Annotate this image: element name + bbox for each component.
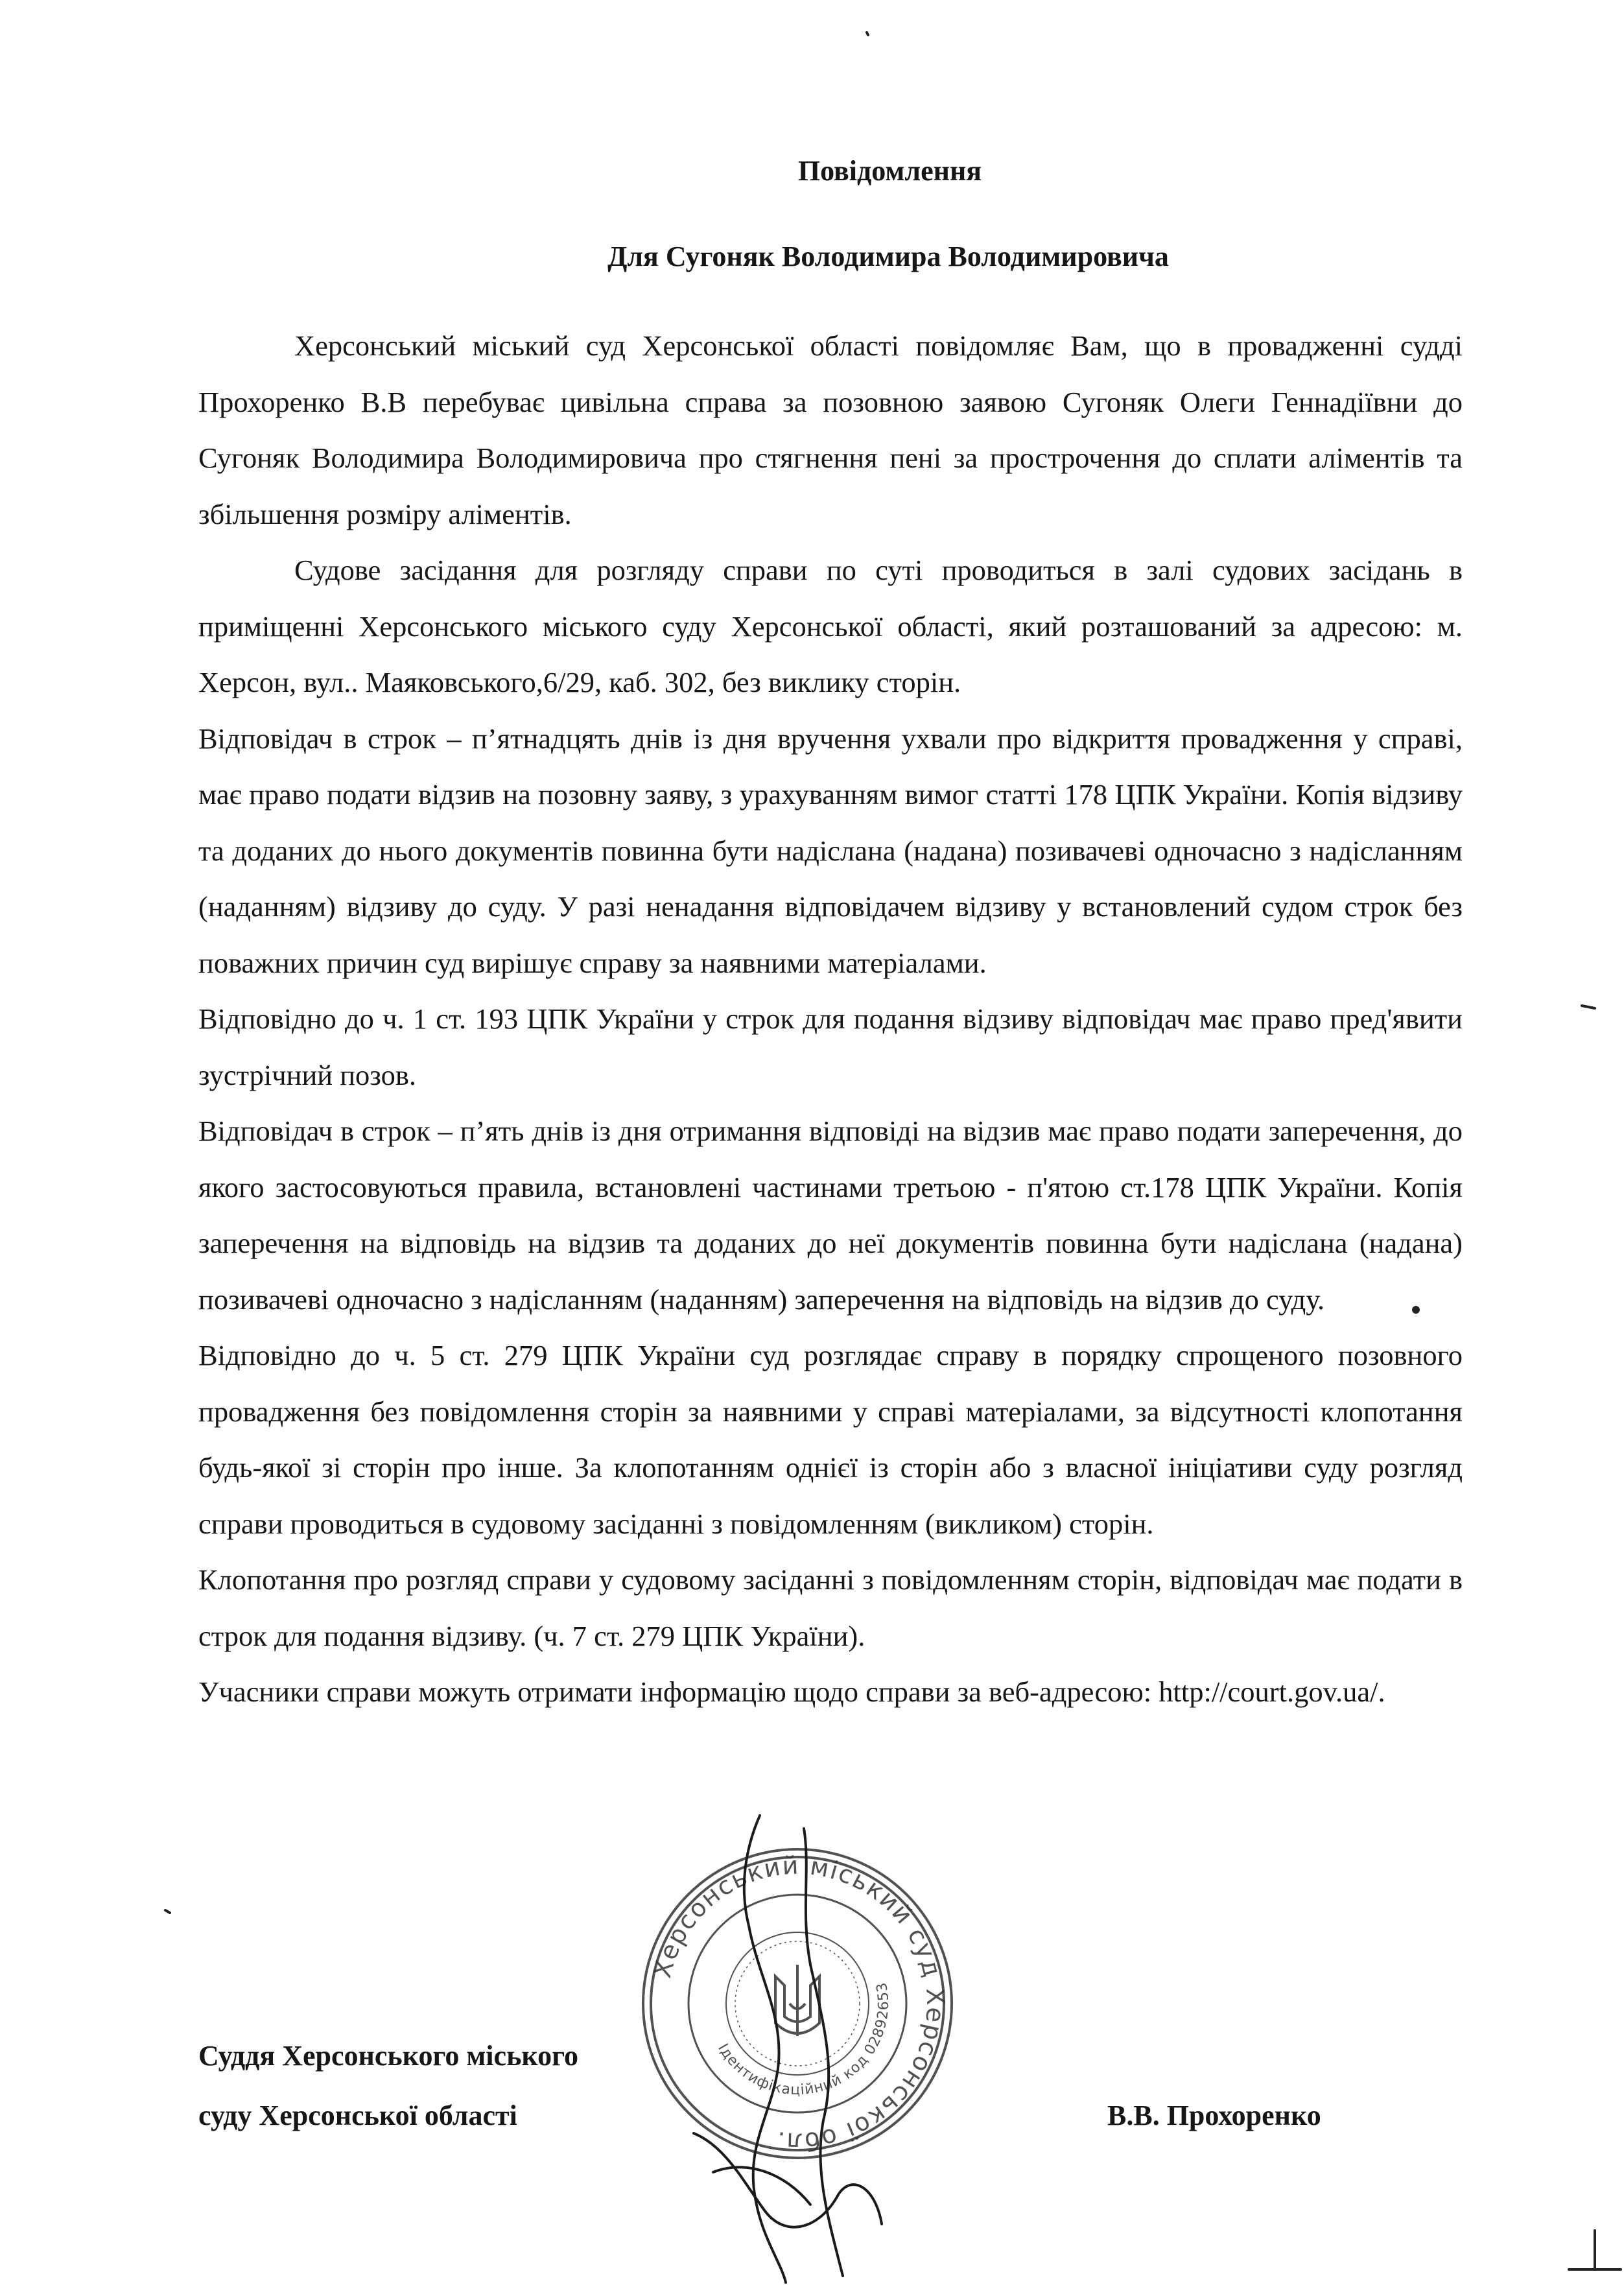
svg-text:Ідентифікаційний код 02892653 xyxy=(714,1981,892,2099)
svg-text:Херсонський міський суд Херсон xyxy=(648,1851,950,2157)
signatory-position xyxy=(198,2026,578,2146)
notice-body xyxy=(198,318,1463,1720)
court-seal-icon xyxy=(616,1809,979,2285)
paragraph-case-info: Херсонський міський суд Херсонської області повідомляє Вам, що в провадженні судді Прохоренко В.В перебуває цивільна справа за позовною заявою Сугоняк Олеги Геннадіївни до Сугоняк Володимира Володимировича про стягнення пені за прострочення до сплати аліментів та збільшення розміру аліментів. xyxy=(198,329,1463,530)
paragraph-web-info: Учасники справи можуть отримати інформацію щодо справи за веб-адресою: http://court.gov.ua/. xyxy=(198,1675,1385,1708)
seal-inner-text: Ідентифікаційний код 02892653 xyxy=(714,1980,893,2099)
document-title: Повідомлення xyxy=(797,155,982,187)
paragraph-objection: Відповідач в строк – п’ять днів із дня отримання відповіді на відзив має право подати заперечення, до якого застосовуються правила, встановлені частинами третьою - п'ятою ст.178 ЦПК України. Копія заперечення на відповідь на відзив та доданих до неї документів повинна бути надіслана (надана) позивачеві одночасно з надісланням (наданням) заперечення на відповідь на відзив до суду. xyxy=(198,1115,1463,1316)
signatory-position-line2: суду Херсонської області xyxy=(198,2100,517,2131)
paragraph-counterclaim: Відповідно до ч. 1 ст. 193 ЦПК України у строк для подання відзиву відповідач має право пред'явити зустрічний позов. xyxy=(198,1002,1463,1091)
paragraph-response-deadline: Відповідач в строк – п’ятнадцять днів із дня вручення ухвали про відкриття провадження у справі, має право подати відзив на позовну заяву, з урахуванням вимог статті 178 ЦПК України. Копія відзиву та доданих до нього документів повинна бути надіслана (надана) позивачеві одночасно з надісланням (наданням) відзиву до суду. У разі ненадання відповідачем відзиву у встановлений судом строк без поважних причин суд вирішує справу за наявними матеріалами. xyxy=(198,722,1463,979)
signatory-name: В.В. Прохоренко xyxy=(1107,2100,1321,2131)
seal-outer-text: Херсонський міський суд Херсонської обл. xyxy=(648,1851,950,2157)
paragraph-hearing-motion: Клопотання про розгляд справи у судовому засіданні з повідомленням сторін, відповідач має подати в строк для подання відзиву. (ч. 7 ст. 279 ЦПК України). xyxy=(198,1563,1463,1652)
paragraph-hearing-location: Судове засідання для розгляду справи по суті проводиться в залі судових засідань в приміщенні Херсонського міського суду Херсонської області, який розташований за адресою: м. Херсон, вул.. Маяковського,6/29, каб. 302, без виклику сторін. xyxy=(198,554,1463,698)
paragraph-simplified-procedure: Відповідно до ч. 5 ст. 279 ЦПК України суд розглядає справу в порядку спрощеного позовного провадження без повідомлення сторін за наявними у справі матеріалами, за відсутності клопотання будь-якої зі сторін про інше. За клопотанням однієї із сторін або з власної ініціативи суду розгляд справи проводиться в судовому засіданні з повідомленням (викликом) сторін. xyxy=(198,1339,1463,1540)
addressee-line: Для Сугоняк Володимира Володимировича xyxy=(607,241,1169,272)
signatory-position-line1: Суддя Херсонського міського xyxy=(198,2040,578,2072)
